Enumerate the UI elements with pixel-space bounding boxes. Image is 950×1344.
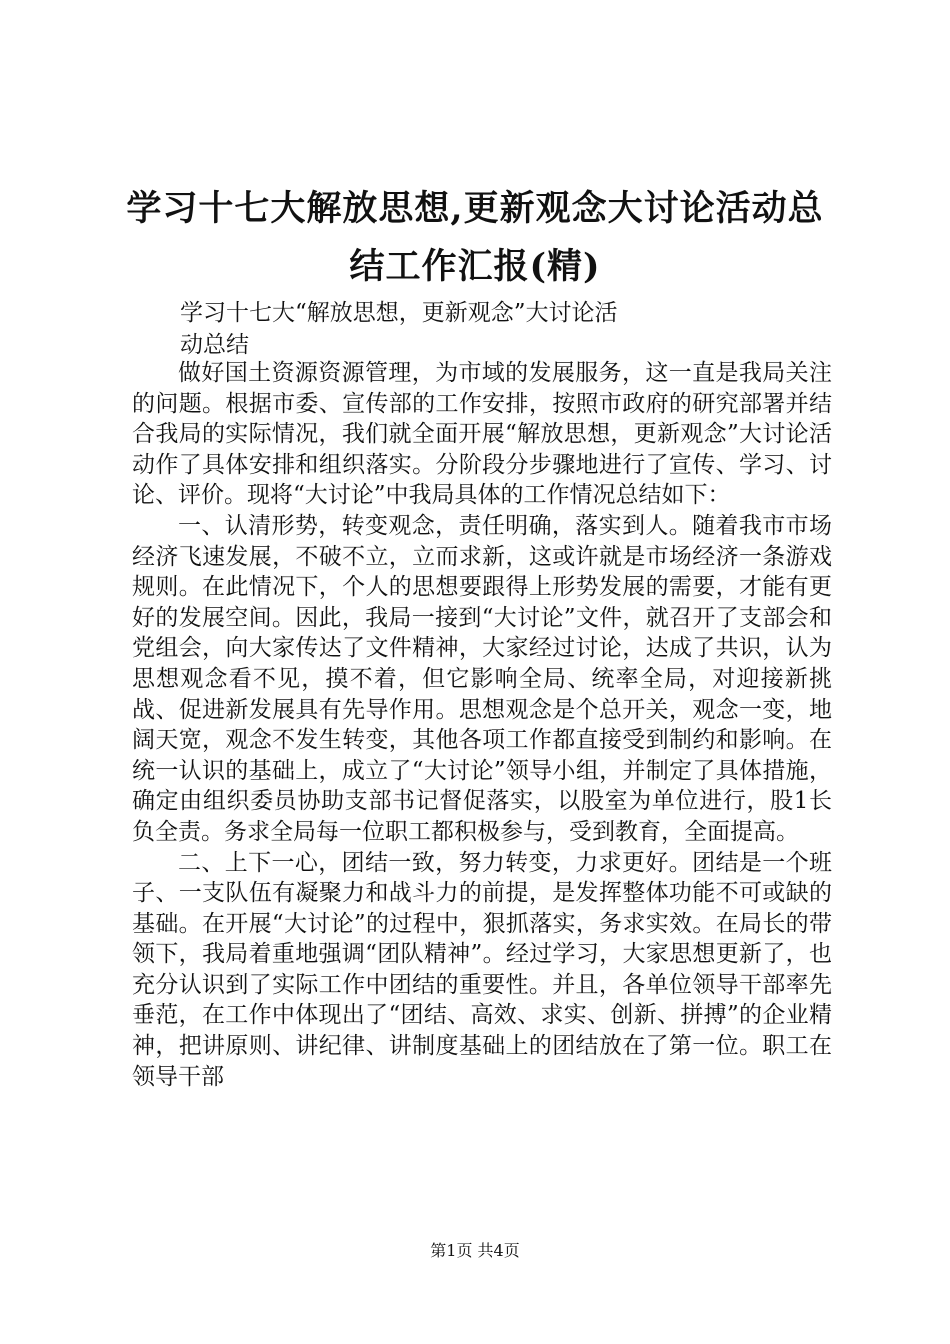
paragraph-section-two: 二、上下一心，团结一致，努力转变，力求更好。团结是一个班子、一支队伍有凝聚力和战斗力的前提，是发挥整体功能不可或缺的基础。在开展“大讨论”的过程中，狠抓落实，务求实效。在局长的带领下，我局着重地强调“团队精神”。经过学习，大家思想更新了，也充分认识到了实际工作中团结的重要性。并且，各单位领导干部率先垂范，在工作中体现出了“团结、高效、求实、创新、拼搏”的企业精神，把讲原则、讲纪律、讲制度基础上的团结放在了第一位。职工在领导干部: [132, 849, 832, 1090]
page-footer: 第1页 共4页: [430, 1241, 520, 1260]
document-title-line2: 结工作汇报(精): [349, 246, 601, 287]
paragraph-section-one: 一、认清形势，转变观念，责任明确，落实到人。随着我市市场经济飞速发展，不破不立，立而求新，这或许就是市场经济一条游戏规则。在此情况下，个人的思想要跟得上形势发展的需要，才能有更好的发展空间。因此，我局一接到“大讨论”文件，就召开了支部会和党组会，向大家传达了文件精神，大家经过讨论，达成了共识，认为思想观念看不见，摸不着，但它影响全局、统率全局，对迎接新挑战、促进新发展具有先导作用。思想观念是个总开关，观念一变，地阔天宽，观念不发生转变，其他各项工作都直接受到制约和影响。在统一认识的基础上，成立了“大讨论”领导小组，并制定了具体措施，确定由组织委员协助支部书记督促落实，以股室为单位进行，股1长负全责。务求全局每一位职工都积极参与，受到教育，全面提高。: [132, 512, 832, 845]
document-subtitle-line2: 动总结: [180, 332, 249, 358]
document-subtitle-line1: 学习十七大“解放思想，更新观念”大讨论活: [180, 300, 618, 326]
paragraph-intro: 做好国土资源资源管理，为市域的发展服务，这一直是我局关注的问题。根据市委、宣传部的工作安排，按照市政府的研究部署并结合我局的实际情况，我们就全面开展“解放思想，更新观念”大讨论活动作了具体安排和组织落实。分阶段分步骤地进行了宣传、学习、讨论、评价。现将“大讨论”中我局具体的工作情况总结如下：: [132, 360, 832, 509]
document-title-line1: 学习十七大解放思想,更新观念大讨论活动总: [126, 188, 824, 229]
document-body: [132, 358, 832, 1092]
